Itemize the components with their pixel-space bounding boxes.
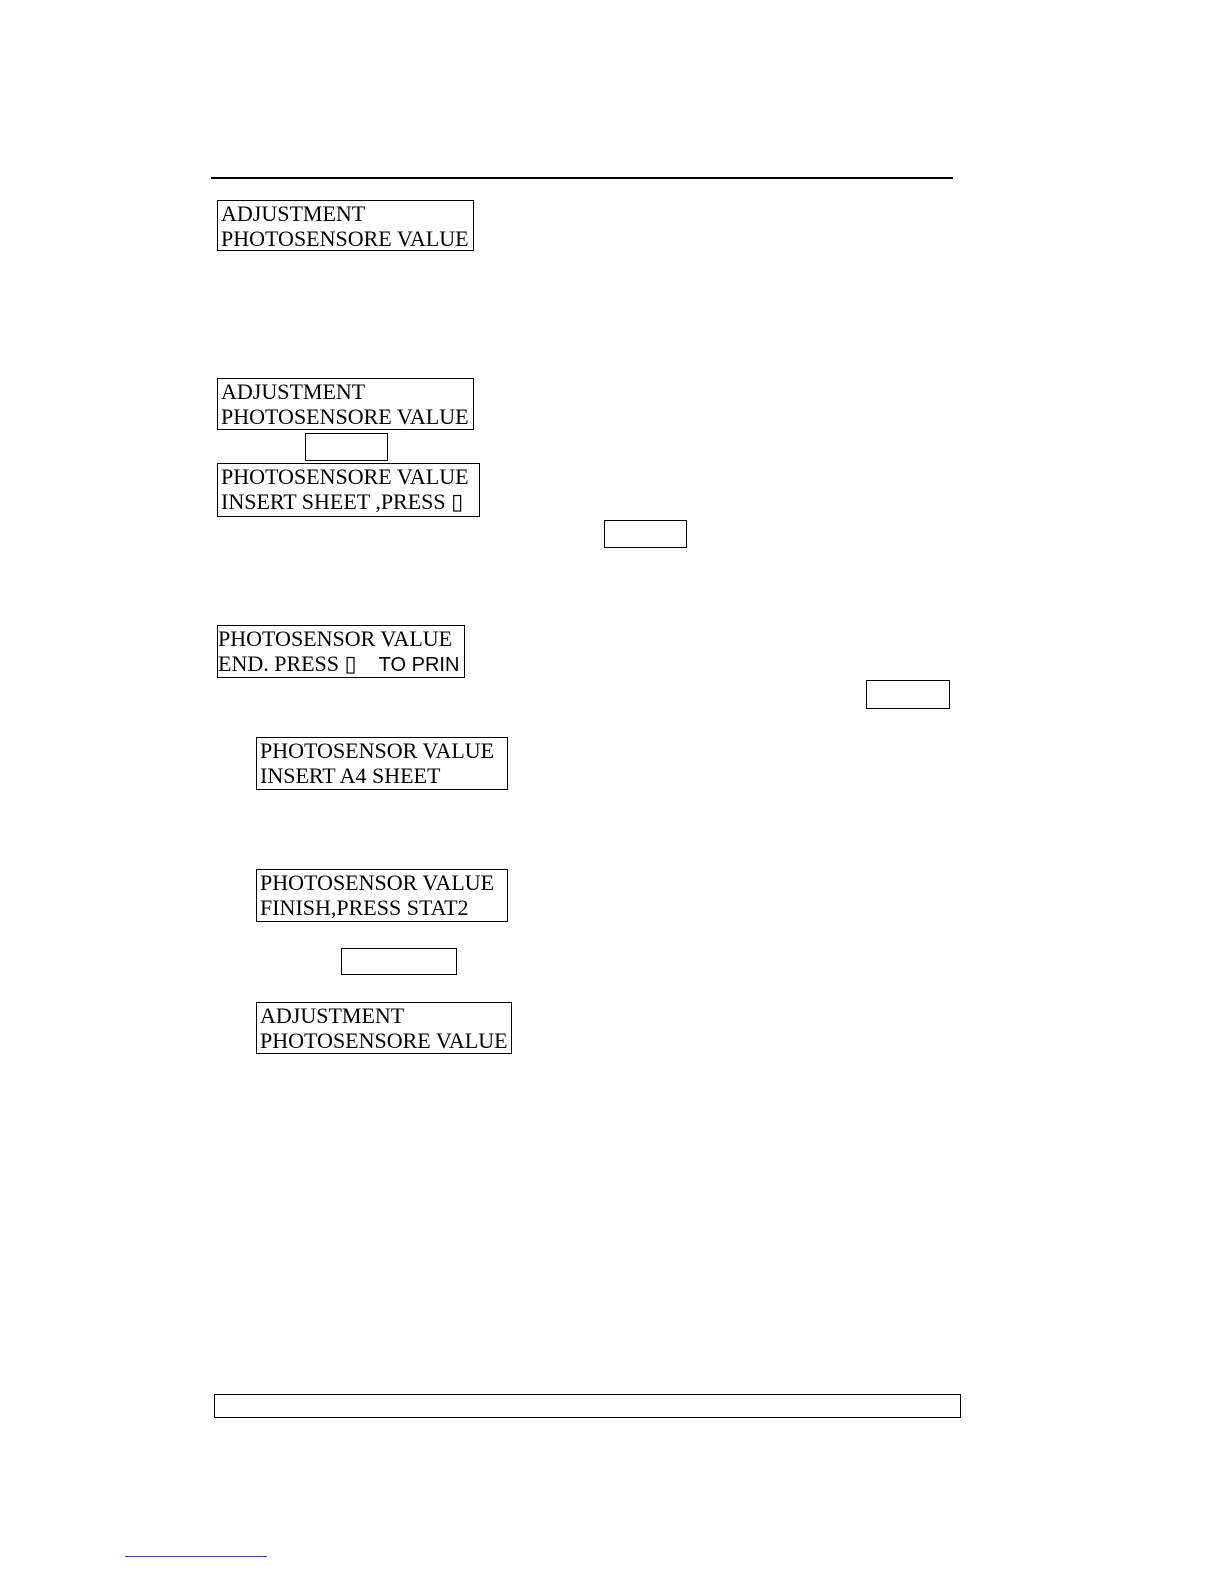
lcd-line-2-part-a: END. PRESS ▯ [218,651,357,676]
key-button-3[interactable] [866,680,950,709]
key-button-4[interactable] [341,948,457,975]
lcd-line-2-part-b: TO PRIN [378,654,460,676]
lcd-screen-end-print [217,625,465,678]
lcd-line-1: PHOTOSENSOR VALUE [260,738,495,763]
lcd-line-1: PHOTOSENSOR VALUE [260,870,495,895]
lcd-line-2: PHOTOSENSORE VALUE [221,404,469,429]
lcd-line-2: INSERT SHEET ,PRESS ▯ [221,489,464,514]
footnote-rule [125,1556,267,1557]
lcd-screen-insert-sheet [217,463,480,517]
key-button-1[interactable] [305,433,388,461]
lcd-line-1: ADJUSTMENT [260,1003,405,1028]
lcd-line-1: ADJUSTMENT [221,201,366,226]
lcd-screen-adjustment-2 [217,378,474,430]
lcd-line-2: PHOTOSENSORE VALUE [221,226,469,251]
lcd-line-1: PHOTOSENSORE VALUE [221,464,469,489]
lcd-line-2: PHOTOSENSORE VALUE [260,1028,508,1053]
lcd-line-1: ADJUSTMENT [221,379,366,404]
lcd-line-1: PHOTOSENSOR VALUE [218,626,453,651]
lcd-screen-insert-a4 [256,737,508,790]
key-button-2[interactable] [604,520,687,548]
lcd-line-2: FINISH,PRESS STAT2 [260,895,469,920]
header-rule [211,177,953,179]
lcd-screen-adjustment-1 [217,200,474,251]
footer-box [214,1394,961,1418]
lcd-screen-adjustment-3 [256,1002,512,1054]
lcd-screen-finish [256,869,508,922]
lcd-line-2: INSERT A4 SHEET [260,763,441,788]
lcd-line-2 [218,651,464,676]
